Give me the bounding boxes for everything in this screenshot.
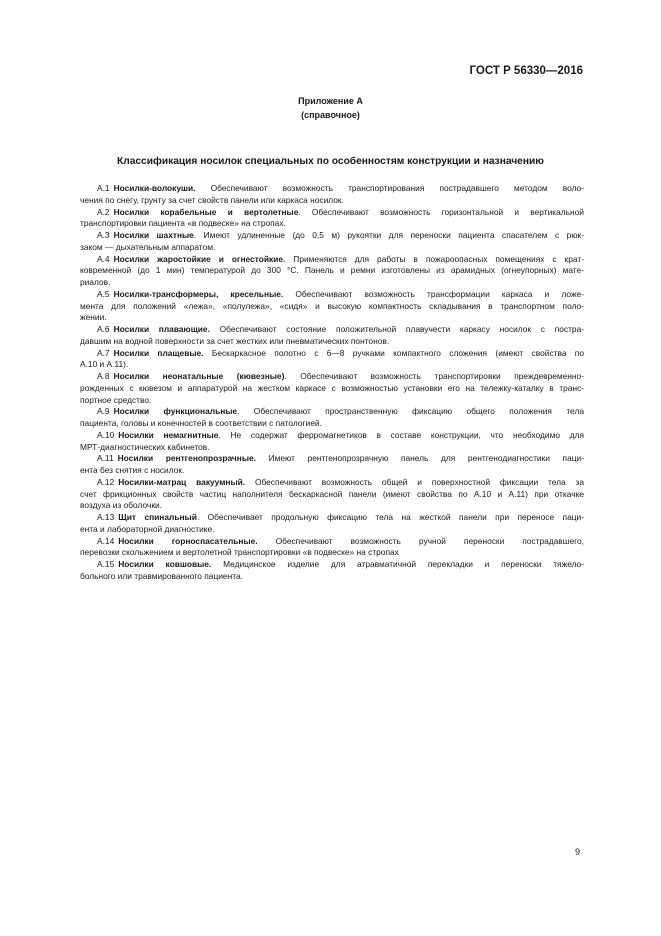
item-first-line (80, 371, 584, 383)
classification-item (80, 536, 584, 560)
item-text: Обеспечивают возможность транспортирования пострадавшего методом воло- (210, 183, 584, 193)
item-text: Обеспечивают возможность трансформации каркаса и ложе- (295, 288, 584, 299)
classification-item (80, 371, 584, 406)
item-number: А.11 (97, 453, 114, 464)
item-first-line (80, 430, 584, 442)
item-text: . Обеспечивают возможность транспортировки преждевременно- (284, 371, 584, 381)
item-name: Носилки рентгенопрозрачные. (117, 453, 256, 464)
item-number: А.3 (97, 230, 110, 240)
item-first-line (80, 254, 584, 266)
item-name: Носилки-волокуши. (113, 183, 196, 193)
item-first-line (80, 453, 584, 465)
item-number: А.13 (97, 512, 115, 522)
appendix-label: Приложение А (298, 96, 363, 106)
classification-item (80, 559, 584, 583)
item-name: Носилки жаростойкие и огнестойкие. (113, 253, 286, 264)
item-line: ента без снятия с носилок. (80, 465, 185, 475)
item-text: Обеспечивают возможность ручной переноски пострадавшего, (275, 535, 584, 546)
classification-item (80, 324, 584, 348)
item-text: Бескаркасное полотно с 6—8 ручками компактного сложения (имеют свойства по (211, 347, 584, 358)
item-line: мента для положений «лежа», «полулежа», «сидя» и высокую компактность складывания в транспортном поло- (80, 300, 584, 311)
item-name: Носилки плавающие. (113, 324, 210, 334)
item-line: пациента, головы и конечностей в соответствии с патологией. (80, 418, 322, 428)
appendix-type: (справочное) (301, 110, 360, 120)
item-name: Носилки функциональные (113, 406, 238, 417)
item-number: А.15 (97, 559, 115, 569)
item-number: А.1 (97, 183, 110, 193)
item-first-line (80, 512, 584, 524)
classification-item (80, 183, 584, 207)
item-text: Обеспечивают состояние положительной плавучести каркасу носилок с постра- (219, 324, 584, 334)
item-text: . Имеют удлиненные (до 0,5 м) рукоятки для переноски пациента спасателем с рюк- (193, 230, 584, 240)
item-text: . Не содержат ферромагнетиков в составе конструкции, что необходимо для (218, 429, 584, 440)
item-line: заком — дыхательным аппаратом. (80, 241, 216, 252)
item-name: Носилки-матрац вакуумный. (118, 476, 246, 487)
item-number: А.2 (97, 206, 110, 217)
item-line: перевозки скольжением и вертолетной транспортировки «в подвеске» на стропах (80, 547, 399, 558)
item-name: Носилки немагнитные (118, 429, 219, 440)
item-first-line (80, 183, 584, 195)
document-id: ГОСТ Р 56330—2016 (469, 65, 583, 77)
classification-item (80, 453, 584, 477)
item-first-line (80, 406, 584, 418)
item-number: А.4 (97, 253, 110, 264)
item-first-line (80, 230, 584, 242)
item-name: Носилки плащевые. (113, 347, 204, 358)
classification-item (80, 254, 584, 289)
page-number: 9 (575, 847, 581, 857)
item-name: Носилки ковшовые. (118, 559, 212, 569)
item-line: А.10 и А.11). (80, 359, 129, 370)
classification-item (80, 430, 584, 454)
classification-item (80, 230, 584, 254)
item-line: портное средство. (80, 394, 152, 405)
section-title: Классификация носилок специальных по особенностям конструкции и назначению (117, 156, 544, 167)
item-number: А.7 (97, 347, 110, 358)
item-line: жении. (80, 312, 107, 323)
item-number: А.14 (97, 535, 115, 546)
item-name: Носилки горноспасательные. (118, 535, 258, 546)
item-first-line (80, 324, 584, 336)
item-number: А.6 (97, 324, 110, 334)
item-text: Медицинское изделие для атравматичной перекладки и переноски тяжело- (223, 559, 584, 569)
item-name: Носилки шахтные (113, 230, 194, 240)
item-line: риалов. (80, 277, 111, 287)
item-line: ковременной (до 1 мин) температурой до 300 °С. Панель и ремни изготовлены из арамидных (огнеупорных) мате- (80, 265, 584, 276)
item-first-line (80, 348, 584, 360)
item-name: Щит спинальный (118, 512, 197, 522)
classification-item (80, 512, 584, 536)
item-line: транспортировки пациента «в подвеске» на стропах. (80, 218, 286, 229)
item-text: Имеют рентгенопрозрачную панель для рентгенодиагностики паци- (268, 453, 584, 464)
classification-item (80, 406, 584, 430)
item-line: ента и лабораторной диагностике. (80, 523, 215, 534)
item-number: А.5 (97, 288, 110, 299)
item-name: Носилки-трансформеры, кресельные. (113, 288, 284, 299)
item-text: . Обеспечивают возможность горизонтальной и вертикальной (298, 206, 584, 217)
item-line: больного или травмированного пациента. (80, 570, 243, 581)
item-line: воздуха из оболочки. (80, 500, 162, 511)
item-line: давшим на водной поверхности за счет жестких или пневматических понтонов. (80, 335, 390, 346)
item-name: Носилки корабельные и вертолетные (113, 206, 299, 217)
item-line: рожденных с кювезом и аппаратурой на жестком каркасе с возможностью установки его на тележку-каталку в транс- (80, 382, 584, 393)
item-line: счет фрикционных свойств частиц наполнителя бескаркасной панели (имеют свойства по А.10 и А.11) при откачке (80, 488, 584, 499)
item-line: МРТ-диагностических кабинетов. (80, 441, 210, 452)
item-number: А.8 (97, 371, 110, 381)
item-number: А.9 (97, 406, 110, 417)
item-number: А.10 (97, 429, 115, 440)
item-text: . Обеспечивает продольную фиксацию тела на жесткой панели при переносе паци- (196, 512, 584, 522)
item-text: Обеспечивают возможность общей и поверхностной фиксации тела за (254, 476, 584, 487)
item-text: Применяются для работы в пожароопасных помещениях с крат- (293, 253, 584, 264)
classification-item (80, 348, 584, 372)
classification-item (80, 289, 584, 324)
item-first-line (80, 477, 584, 489)
classification-item (80, 477, 584, 512)
item-name: Носилки неонатальные (кювезные) (113, 371, 285, 381)
item-text: . Обеспечивают пространственную фиксацию общего положения тела (237, 406, 584, 417)
item-number: А.12 (97, 476, 115, 487)
item-first-line (80, 536, 584, 548)
classification-item (80, 207, 584, 231)
item-first-line (80, 559, 584, 571)
item-line: чения по снегу, грунту за счет свойств панели или каркаса носилок. (80, 194, 344, 205)
item-first-line (80, 289, 584, 301)
classification-list (80, 183, 584, 583)
item-first-line (80, 207, 584, 219)
